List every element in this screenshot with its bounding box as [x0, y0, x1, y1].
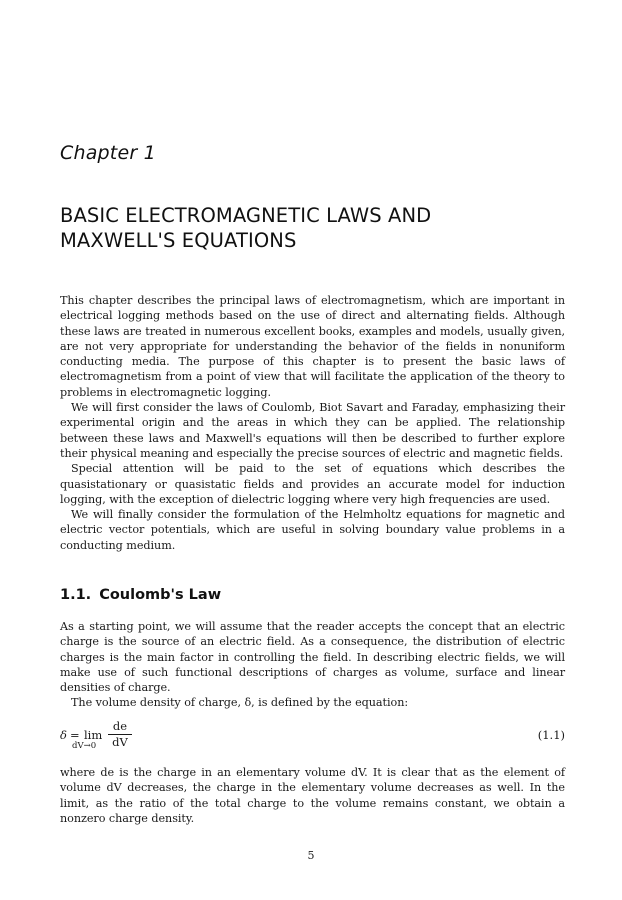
equation-denominator: dV: [112, 735, 128, 749]
section-heading: [60, 587, 229, 603]
after-equation-paragraph: where de is the charge in an elementary volume dV. It is clear that as the element of volume dV decreases, the charge in the elementary volume decreases as well. In the limit, as the ratio of the total charge to the volume remains constant, we obtain a nonzero charge density.: [60, 766, 565, 825]
equation-fraction: [108, 720, 132, 749]
intro-paragraph-4: We will finally consider the formulation of the Helmholtz equations for magnetic and electric vector potentials, which are useful in solving boundary value problems in a conducting medium.: [60, 508, 565, 552]
section-number: 1.1.: [60, 587, 92, 603]
intro-paragraph-3: Special attention will be paid to the set of equations which describes the quasistationary or quasistatic fields and provides an accurate model for induction logging, with the exception of dielectric logging where very high frequencies are used.: [60, 462, 565, 506]
intro-paragraph-1: This chapter describes the principal laws of electromagnetism, which are important in electrical logging methods based on the use of direct and alternating fields. Although these laws are treated in numerous excellent books, examples and models, usually given, are not very appropriate for understanding the behavior of the fields in nonuniform conducting media. The purpose of this chapter is to present the basic laws of electromagnetism from a point of view that will facilitate the application of the theory to problems in electromagnetic logging.: [60, 294, 565, 399]
equation-lhs: δ: [60, 728, 67, 742]
chapter-label: Chapter 1: [60, 142, 156, 164]
intro-paragraph-2: We will first consider the laws of Coulomb, Biot Savart and Faraday, emphasizing their experimental origin and the areas in which they can be applied. The relationship between these laws and Maxwell's equations will then be described to further explore their physical meaning and especially the precise sources of electric and magnetic fields.: [60, 401, 565, 460]
intro-text: [60, 293, 565, 553]
equation-1-1: [60, 719, 565, 755]
section-text: [60, 619, 565, 711]
equation-equals: =: [70, 728, 80, 742]
equation-lim: lim: [84, 728, 103, 742]
equation-numerator: de: [112, 719, 128, 733]
equation-number: (1.1): [537, 728, 565, 742]
section-title: Coulomb's Law: [99, 587, 222, 603]
chapter-title-line-2: MAXWELL'S EQUATIONS: [60, 229, 297, 252]
chapter-title-line-1: BASIC ELECTROMAGNETIC LAWS AND: [60, 204, 432, 227]
chapter-title: [60, 203, 580, 253]
section-paragraph-1: As a starting point, we will assume that the reader accepts the concept that an electric charge is the source of an electric field. As a consequence, the distribution of electric charges is the main factor in controlling the field. In describing electric fields, we will make use of such functional descriptions of charges as volume, surface and linear densities of charge.: [60, 620, 565, 695]
equation-limit-subscript: dV→0: [72, 741, 97, 751]
page-number: 5: [307, 849, 315, 862]
section-paragraph-2: The volume density of charge, δ, is defined by the equation:: [71, 696, 409, 710]
after-equation-text: [60, 765, 565, 826]
